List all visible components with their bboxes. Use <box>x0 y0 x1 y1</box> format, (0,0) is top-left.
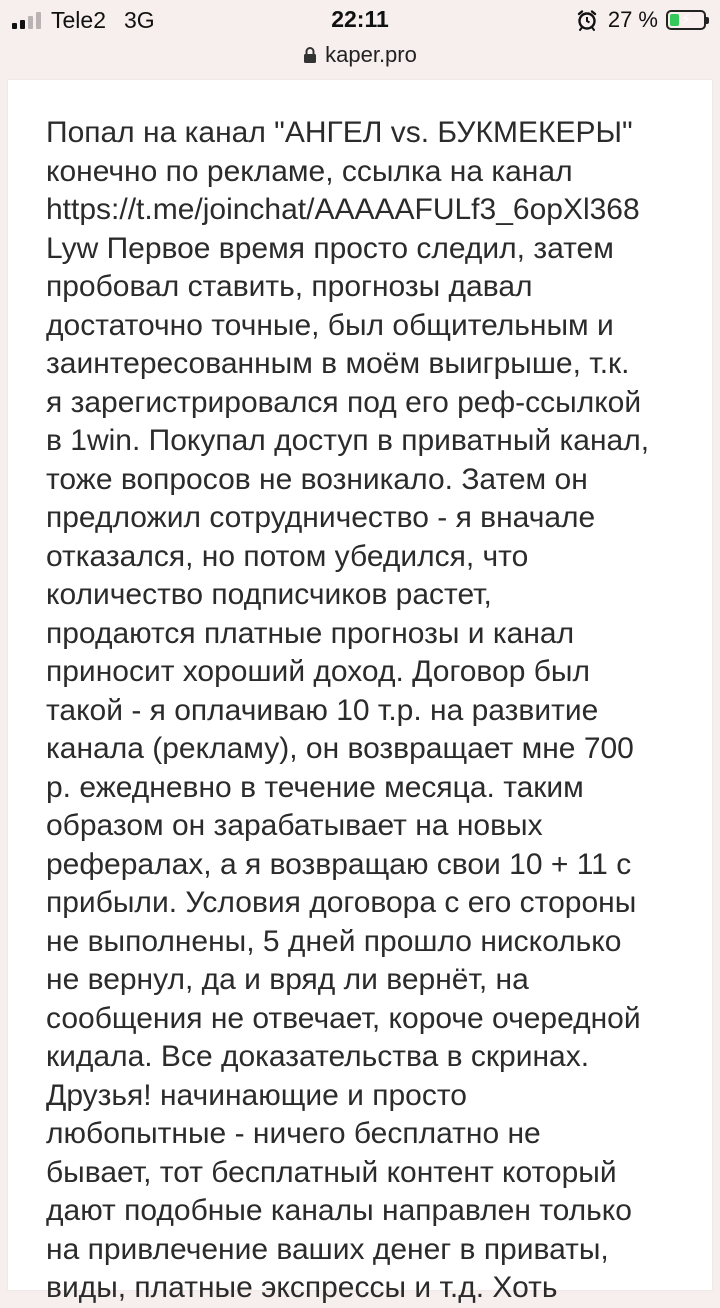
article-line: не выполнены, 5 дней прошло нисколько <box>46 924 622 958</box>
article-line: отказался, но потом убедился, что <box>46 539 529 573</box>
article-line: не вернул, да и вряд ли вернёт, на <box>46 963 529 996</box>
article-line: бывает, тот бесплатный контент который <box>46 1155 617 1189</box>
article-line: р. ежедневно в течение месяца. таким <box>46 770 584 804</box>
lock-icon <box>303 46 317 64</box>
status-time: 22:11 <box>331 6 389 32</box>
article-line: заинтересованным в моём выигрыше, т.к. <box>46 347 630 380</box>
alarm-icon <box>576 9 598 31</box>
article-line: предложил сотрудничество - я вначале <box>46 501 596 534</box>
address-bar[interactable] <box>0 38 720 72</box>
article-line: такой - я оплачиваю 10 т.р. на развитие <box>46 693 599 727</box>
article-line: сообщения не отвечает, короче очередной <box>46 1001 641 1035</box>
article-card <box>8 80 712 1304</box>
network-type: 3G <box>123 6 155 33</box>
article-line: кидала. Все доказательства в скринах. <box>46 1040 590 1073</box>
url-text: kaper.pro <box>325 42 417 67</box>
article-line: Lyw Первое время просто следил, затем <box>46 231 614 265</box>
article-line: рефералах, а я возвращаю свои 10 + 11 с <box>46 847 632 881</box>
article-body <box>46 114 696 1308</box>
status-right <box>576 6 706 34</box>
article-line: на привлечение ваших денег в приваты, <box>46 1232 609 1266</box>
article-line: количество подписчиков растет, <box>46 578 492 611</box>
battery-icon <box>666 10 706 30</box>
article-line: Друзья! начинающие и просто <box>46 1078 467 1112</box>
article-line: прибыли. Условия договора с его стороны <box>46 886 637 919</box>
battery-percent: 27 % <box>607 7 658 32</box>
article-line: в 1win. Покупал доступ в приватный канал, <box>46 424 650 457</box>
article-line: я зарегистрировался под его реф-ссылкой <box>46 385 642 419</box>
charging-bolt-icon: ⚡ <box>680 11 692 28</box>
article-line: образом он зарабатывает на новых <box>46 809 543 842</box>
article-line: https://t.me/joinchat/AAAAAFULf3_6opXl368 <box>46 193 640 226</box>
article-line: Попал на канал "АНГЕЛ vs. БУКМЕКЕРЫ" <box>46 116 633 149</box>
article-line: виды, платные экспрессы и т.д. Хоть <box>46 1271 558 1304</box>
article-line: достаточно точные, был общительным и <box>46 308 614 342</box>
article-line: продаются платные прогнозы и канал <box>46 616 575 650</box>
article-line: дают подобные каналы направлен только <box>46 1194 632 1227</box>
article-line: пробовал ставить, прогнозы давал <box>46 270 533 303</box>
article-line: конечно по рекламе, ссылка на канал <box>46 154 573 188</box>
article-line: приносит хороший доход. Договор был <box>46 655 590 688</box>
article-line: тоже вопросов не возникало. Затем он <box>46 462 588 496</box>
article-line: канала (рекламу), он возвращает мне 700 <box>46 732 634 765</box>
article-line: любопытные - ничего бесплатно не <box>46 1117 541 1150</box>
carrier-name: Tele2 <box>51 6 106 33</box>
